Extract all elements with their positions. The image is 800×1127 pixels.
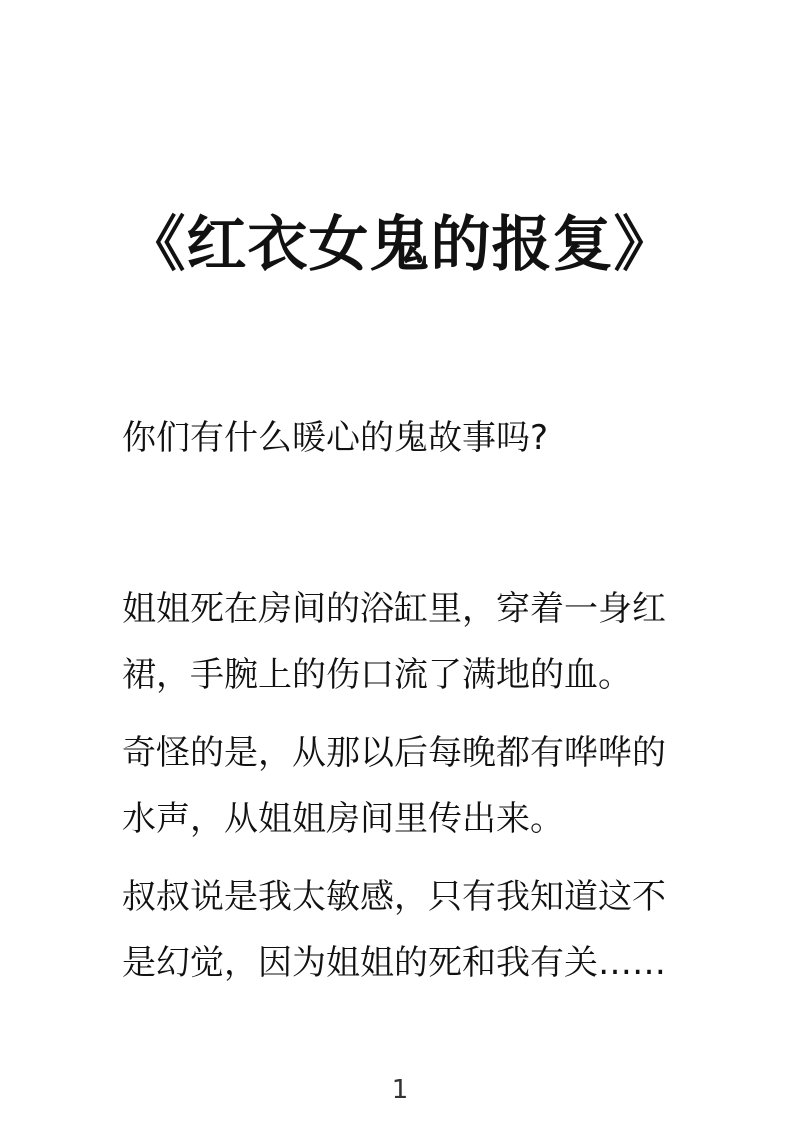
paragraph-line: 水声，从姐姐房间里传出来。 — [122, 799, 564, 839]
page-number: 1 — [391, 1075, 409, 1105]
paragraph-line: 叔叔说是我太敏感，只有我知道这不 — [122, 877, 666, 917]
paragraph-line: 是幻觉，因为姐姐的死和我有关…… — [122, 943, 666, 983]
paragraph-line: 裙，手腕上的伤口流了满地的血。 — [122, 655, 632, 695]
paragraph-line: 奇怪的是，从那以后每晚都有哗哗的 — [122, 733, 666, 773]
paragraph — [122, 864, 702, 996]
question-text: 你们有什么暖心的鬼故事吗? — [122, 418, 549, 458]
paragraph — [122, 720, 702, 852]
paragraph — [122, 576, 702, 708]
paragraph-line: 姐姐死在房间的浴缸里，穿着一身红 — [122, 589, 666, 629]
story-body — [122, 576, 702, 1008]
page-title: 《红衣女鬼的报复》 — [125, 210, 675, 280]
